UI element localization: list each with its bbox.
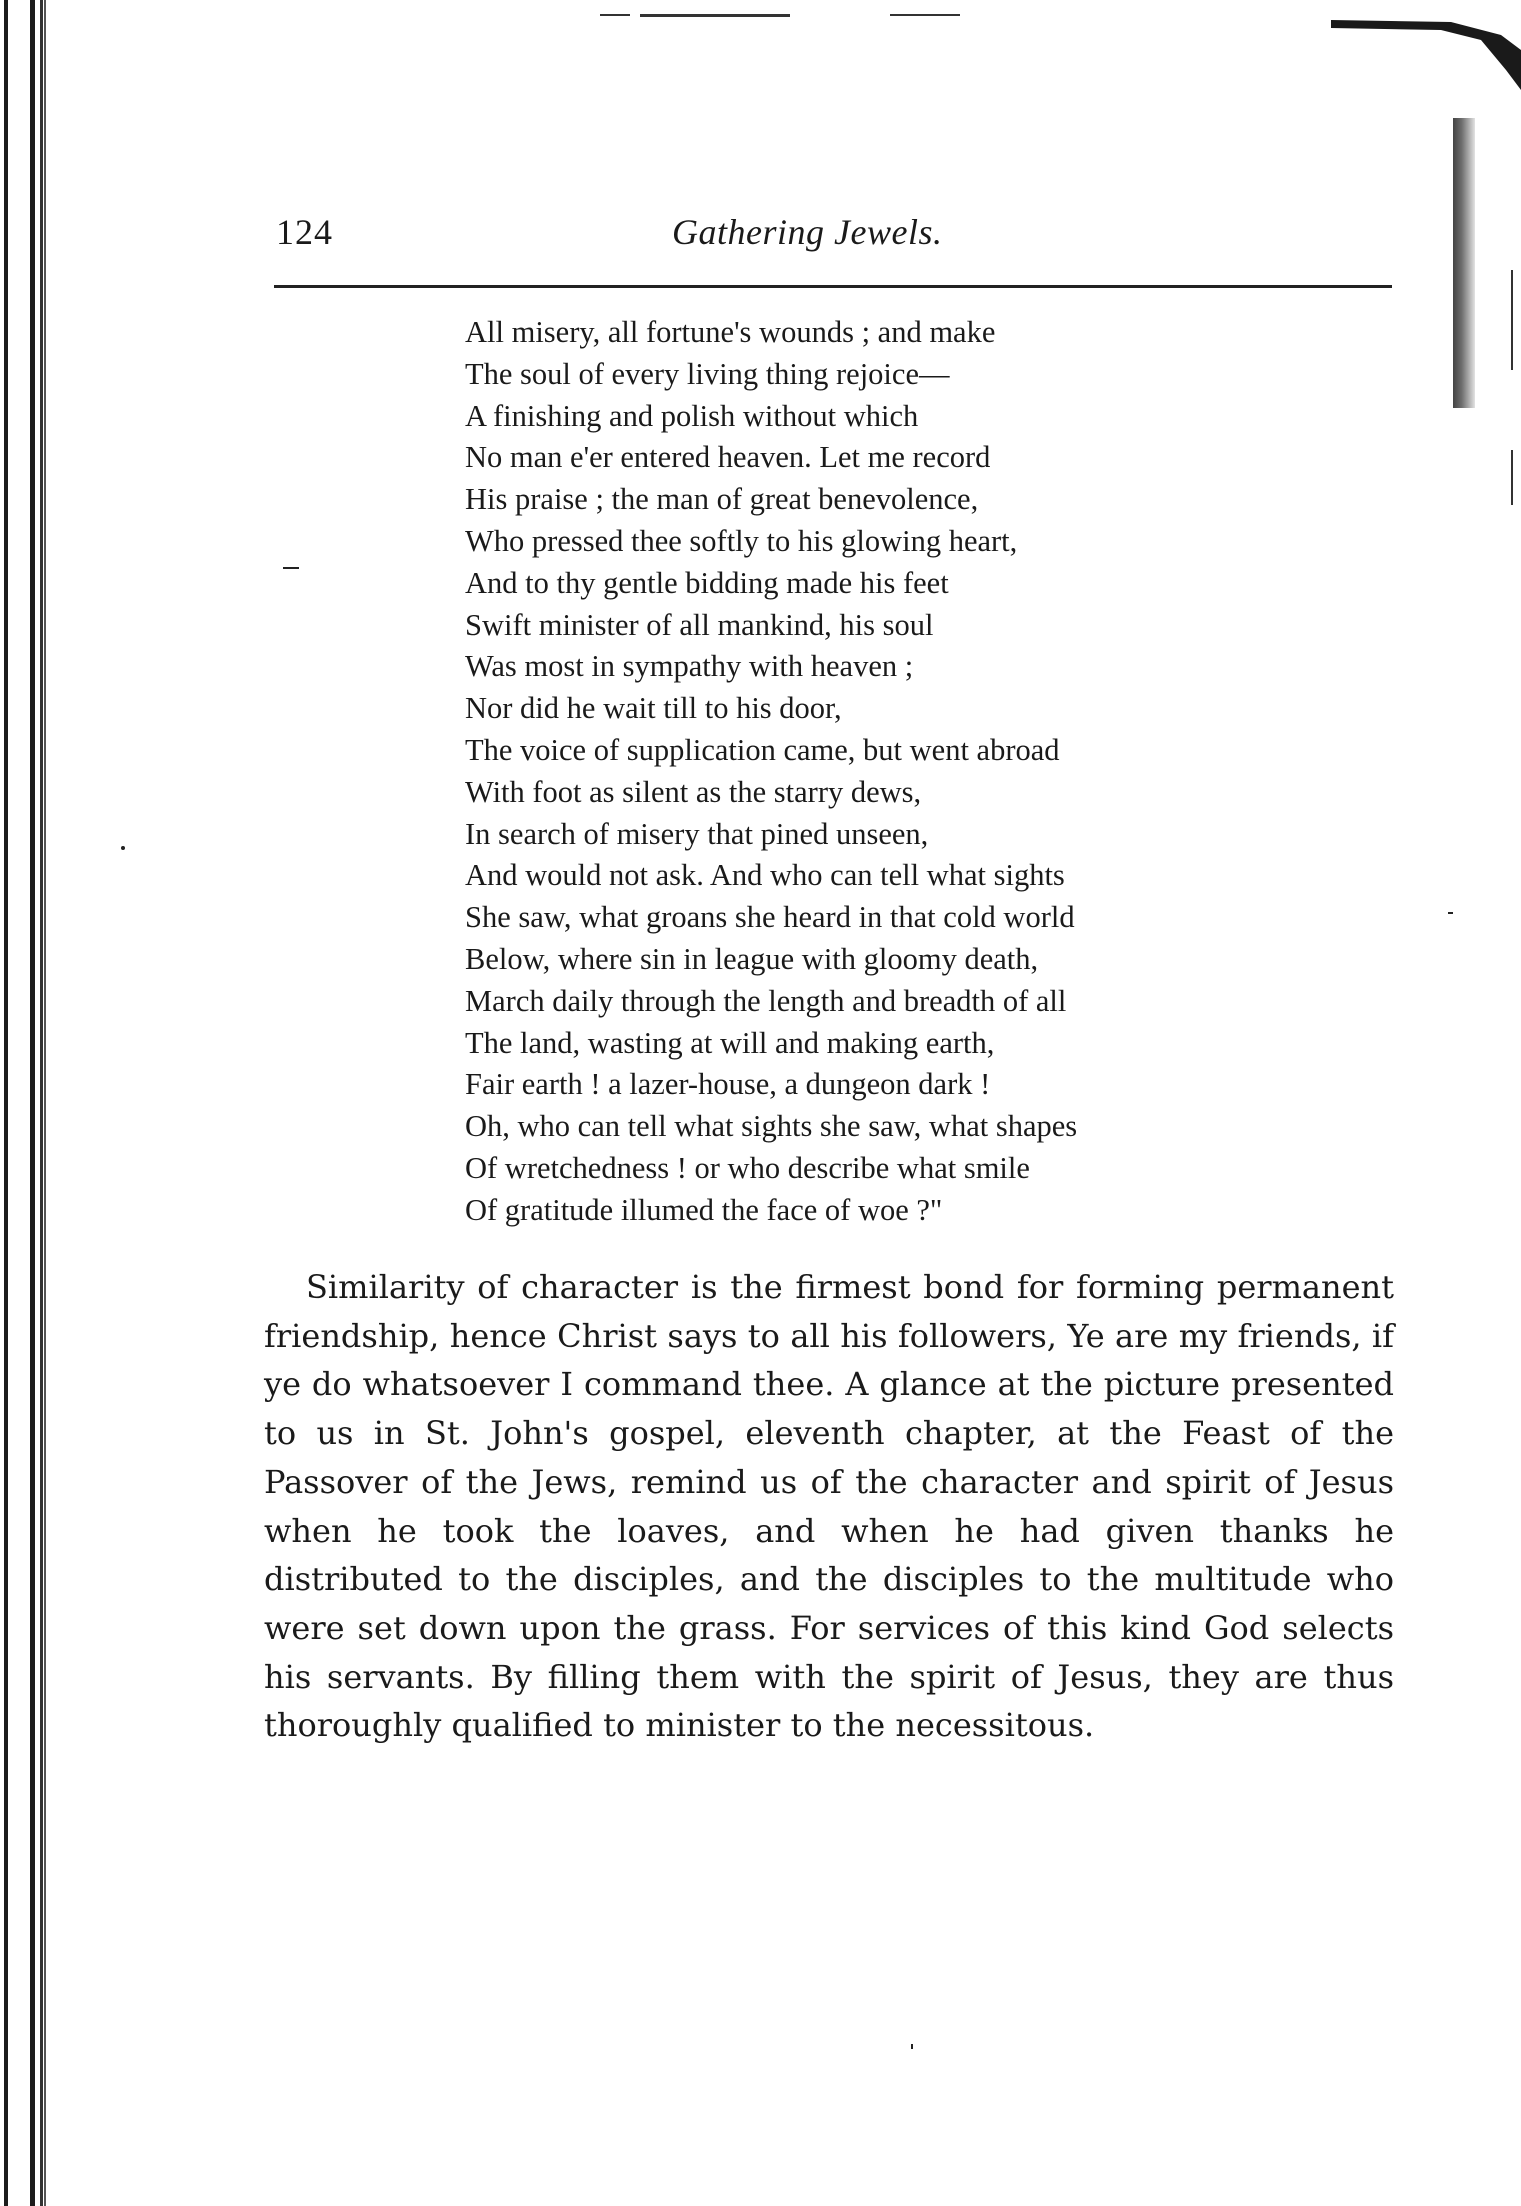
verse-line: Who pressed thee softly to his glowing heart,	[465, 523, 1018, 558]
verse-line: A finishing and polish without which	[465, 398, 919, 433]
binding-edge	[30, 0, 35, 2206]
scan-line	[1511, 450, 1513, 505]
scan-edge-shadow	[1453, 118, 1475, 408]
binding-edge	[44, 0, 46, 2206]
verse-line: And would not ask. And who can tell what sights	[465, 858, 1065, 893]
scan-line	[1511, 270, 1513, 370]
stray-dot	[121, 846, 125, 850]
header-rule	[274, 285, 1392, 288]
verse-line: No man e'er entered heaven. Let me record	[465, 440, 991, 475]
verse-line: Fair earth ! a lazer-house, a dungeon dark !	[465, 1067, 991, 1102]
body-paragraph: Similarity of character is the firmest bond for forming permanent friendship, hence Christ says to all his followers, Ye are my friends, if ye do whatsoever I command thee. A glance at the picture presented to us in St. John's gospel, eleventh chapter, at the Feast of the Passover of the Jews, remind us of the character and spirit of Jesus when he took the loaves, and when he had given thanks he distributed to the disciples, and the disciples to the multitude who were set down upon the grass. For services of this kind God selects his servants. By filling them with the spirit of Jesus, they are thus thoroughly qualified to minister to the necessitous.	[264, 1268, 1394, 1745]
verse-line: Nor did he wait till to his door,	[465, 691, 842, 726]
verse-line: The soul of every living thing rejoice—	[465, 356, 950, 391]
binding-edge	[4, 0, 8, 2206]
verse-line: March daily through the length and breadth of all	[465, 983, 1067, 1018]
scan-corner-shadow	[1331, 0, 1521, 90]
verse-line: The land, wasting at will and making earth,	[465, 1025, 995, 1060]
verse-line: Swift minister of all mankind, his soul	[465, 607, 934, 642]
verse-line: All misery, all fortune's wounds ; and make	[465, 315, 996, 349]
binding-edge	[40, 0, 43, 2206]
running-title: Gathering Jewels.	[672, 212, 943, 252]
scan-mark	[640, 14, 790, 17]
verse-line: His praise ; the man of great benevolence,	[465, 482, 979, 517]
verse-line: Of gratitude illumed the face of woe ?"	[465, 1192, 943, 1227]
verse-line: And to thy gentle bidding made his feet	[465, 565, 949, 600]
verse-line: The voice of supplication came, but went abroad	[465, 732, 1060, 767]
stray-dot	[911, 2044, 913, 2049]
verse-line: Of wretchedness ! or who describe what smile	[465, 1150, 1030, 1185]
stray-dash	[283, 567, 299, 569]
verse-line: With foot as silent as the starry dews,	[465, 774, 922, 809]
verse-line: Below, where sin in league with gloomy death,	[465, 941, 1039, 976]
verse-line: In search of misery that pined unseen,	[465, 816, 929, 851]
scan-mark	[600, 14, 630, 16]
page-number: 124	[276, 212, 333, 252]
verse-block	[465, 312, 1225, 1232]
verse-line: She saw, what groans she heard in that cold world	[465, 900, 1075, 935]
scan-mark	[890, 14, 960, 16]
verse-line: Was most in sympathy with heaven ;	[465, 649, 914, 684]
verse-line: Oh, who can tell what sights she saw, what shapes	[465, 1109, 1078, 1144]
stray-dot	[1448, 912, 1453, 914]
